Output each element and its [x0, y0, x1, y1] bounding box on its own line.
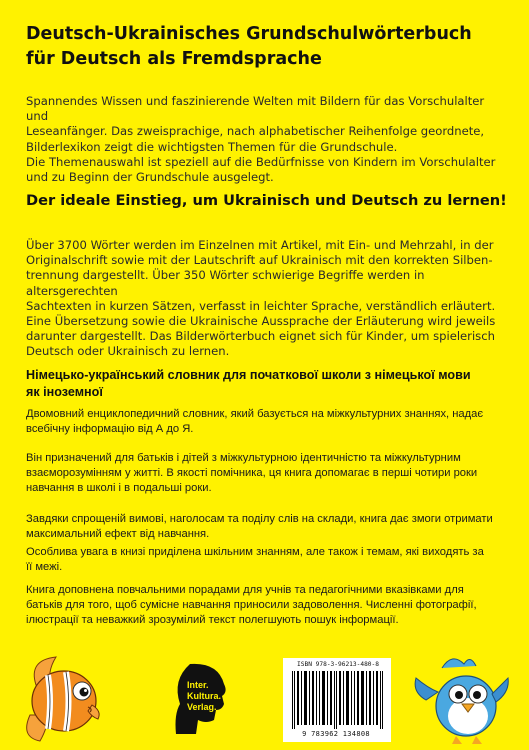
- text-line: Книга доповнена повчальними порадами для учнів та педагогічними вказівками для: [26, 584, 464, 596]
- text-line: батьків для того, щоб сумісне навчання приносили задоволення. Численні фотографії,: [26, 599, 477, 612]
- ukrainian-paragraph-1: [26, 407, 506, 437]
- ean-number: 9 783962 134808: [302, 730, 370, 738]
- text-line: Spannendes Wissen und faszinierende Welten mit Bildern für das Vorschulalter und: [26, 94, 485, 124]
- ukrainian-title: [26, 367, 496, 401]
- ukrainian-paragraph-3: [26, 512, 506, 542]
- text-line: Leseanfänger. Das zweisprachige, nach alphabetischer Reihenfolge geordnete,: [26, 124, 485, 139]
- text-line: Über 3700 Wörter werden im Einzelnen mit Artikel, mit Ein- und Mehrzahl, in der: [26, 238, 494, 252]
- text-line: darunter dargestellt. Das Bilderwörterbuch eignet sich für Kinder, um spielerisch: [26, 329, 495, 344]
- text-line: всебічну інформацію від А до Я.: [26, 423, 194, 436]
- text-line: Die Themenauswahl ist speziell auf die Bedürfnisse von Kindern im Vorschulalter: [26, 154, 496, 169]
- ukrainian-title-line-1: Німецько-український словник для початкової школи з німецької мови: [26, 368, 471, 382]
- text-line: und zu Beginn der Grundschule ausgelegt.: [26, 170, 274, 185]
- text-line: Завдяки спрощеній вимові, наголосам та поділу слів на склади, книга дає змоги отримати: [26, 513, 493, 525]
- publisher-logo-text: [187, 680, 237, 713]
- fish-icon: [18, 645, 106, 745]
- bird-icon: [412, 648, 512, 746]
- publisher-line-1: Inter.: [187, 680, 209, 690]
- text-line: Originalschrift sowie mit der Lautschrift auf Ukrainisch mit den korrekten Silben-: [26, 253, 493, 268]
- german-intro-paragraph: [26, 94, 506, 185]
- text-line: Sachtexten in kurzen Sätzen, verfasst in leichter Sprache, verständlich erläutert.: [26, 298, 496, 313]
- text-line: Двомовний енциклопедичний словник, який базується на міжкультурних знаннях, надає: [26, 408, 484, 420]
- text-line: максимальний ефект від навчання.: [26, 528, 210, 541]
- german-details-paragraph: [26, 238, 506, 360]
- german-title: [26, 22, 506, 72]
- barcode-icon: [292, 671, 384, 729]
- isbn-text: ISBN 978-3-96213-480-8: [297, 661, 379, 668]
- ukrainian-paragraph-2: [26, 451, 506, 497]
- text-line: ілюстрації та неважкий зрозумілий текст полегшують пошук інформації.: [26, 614, 399, 627]
- ukrainian-title-line-2: як іноземної: [26, 385, 103, 399]
- german-subheading: Der ideale Einstieg, um Ukrainisch und Deutsch zu lernen!: [26, 192, 507, 209]
- publisher-line-2: Kultura.: [187, 691, 222, 701]
- german-title-line-1: Deutsch-Ukrainisches Grundschulwörterbuch: [26, 24, 472, 44]
- text-line: навчання в школі і в подальші роки.: [26, 482, 212, 495]
- text-line: Він призначений для батьків і дітей з міжкультурною ідентичністю та міжкультурним: [26, 452, 461, 464]
- text-line: її межі.: [26, 561, 63, 574]
- german-title-line-2: für Deutsch als Fremdsprache: [26, 49, 322, 69]
- text-line: взаєморозумінням у житті. В якості помічника, ця книга допомагає в перші чотири роки: [26, 467, 478, 480]
- text-line: Eine Übersetzung sowie die Ukrainische Aussprache der Erläuterung wird jeweils: [26, 314, 496, 329]
- ukrainian-paragraph-4: [26, 545, 506, 575]
- text-line: Особлива увага в книзі приділена шкільним знанням, але також і темам, які виходять за: [26, 546, 484, 558]
- text-line: Bilderlexikon zeigt die wichtigsten Themen für die Grundschule.: [26, 139, 398, 154]
- text-line: Deutsch oder Ukrainisch zu lernen.: [26, 344, 230, 359]
- ukrainian-paragraph-5: [26, 583, 506, 629]
- text-line: trennung dargestellt. Über 350 Wörter schwierige Begriffe werden in altersgerechten: [26, 268, 425, 298]
- publisher-line-3: Verlag.: [187, 702, 217, 712]
